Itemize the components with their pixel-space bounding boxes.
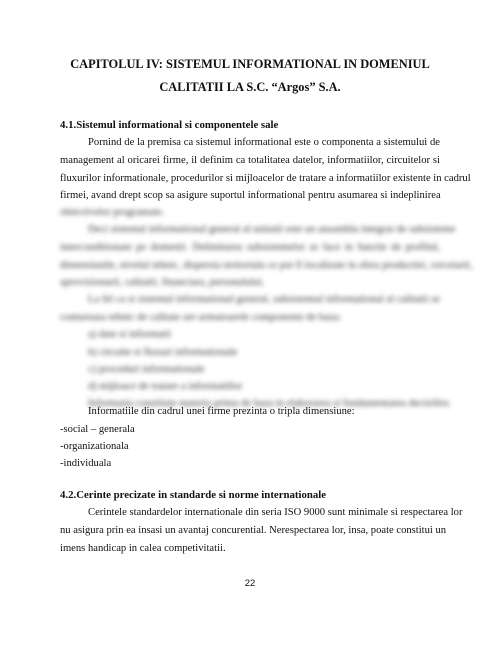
paragraph-line: interconditionate pe domenii. Delimitarea subsistemelor se face in functie de profilul,: [60, 242, 440, 253]
dimension-item: -organizationala: [60, 441, 129, 452]
paragraph-line: fluxurilor informationale, procedurilor si mijloacelor de tratare a informatiilor existente in cadrul: [60, 173, 471, 184]
paragraph-line: contureaza tehnic de calitate are urmatoarele componente de baza:: [60, 312, 342, 323]
list-note: Informatia constituie materia prima de baza in elaborarea si fundamentarea deciziilor.: [88, 398, 451, 409]
chapter-title-line-2: CALITATII LA S.C. “Argos” S.A.: [159, 80, 341, 94]
paragraph-line: nu asigura prin ea insasi un avantaj concurential. Nerespectarea lor, insa, poate constitui un: [60, 525, 447, 536]
chapter-title-line-1: CAPITOLUL IV: SISTEMUL INFORMATIONAL IN DOMENIUL: [70, 57, 430, 71]
dimension-item: -social – generala: [60, 424, 135, 435]
list-item: a) date si informatii: [88, 329, 172, 340]
paragraph-line: aprovizionarii, calitatii, financiara, personalului.: [60, 277, 265, 288]
paragraph-line: La fel ca si sistemul informational general, subsistemul informational al calitatii se: [88, 294, 440, 305]
list-item: c) proceduri informationale: [88, 364, 205, 375]
page-number: 22: [244, 578, 256, 589]
paragraph-line: dimensiunile, nivelul tehnic, dispersia teritoriala ce pot fi localizate in sfera productiei, cercetarii,: [60, 260, 473, 271]
dimension-item: -individuala: [60, 458, 112, 469]
paragraph-line: Cerintele standardelor internationale din seria ISO 9000 sunt minimale si respectarea lor: [88, 507, 463, 518]
paragraph-line: imens handicap in calea competivitatii.: [60, 543, 226, 554]
section-heading-4-1: 4.1.Sistemul informational si componentele sale: [60, 119, 279, 131]
list-item: d) mijloace de tratare a informatiilor: [88, 381, 243, 392]
paragraph-line: management al oricarei firme, il definim ca totalitatea datelor, informatiilor, circuitelor si: [60, 155, 440, 166]
paragraph-line: firmei, avand drept scop sa asigure suportul informational pentru asumarea si indeplinirea: [60, 190, 441, 201]
paragraph-line: obiectivelor programate.: [60, 207, 165, 218]
paragraph-line: Pornind de la premisa ca sistemul informational este o componenta a sistemului de: [88, 137, 440, 148]
paragraph-line: Informatiile din cadrul unei firme prezinta o tripla dimensiune:: [88, 406, 355, 417]
list-item: b) circuite si fluxuri informationale: [88, 347, 238, 358]
paragraph-line: Deci sistemul informational general al unitatii este un ansamblu integrat de subsisteme: [88, 224, 456, 235]
section-heading-4-2: 4.2.Cerinte precizate in standarde si norme internationale: [60, 489, 327, 501]
